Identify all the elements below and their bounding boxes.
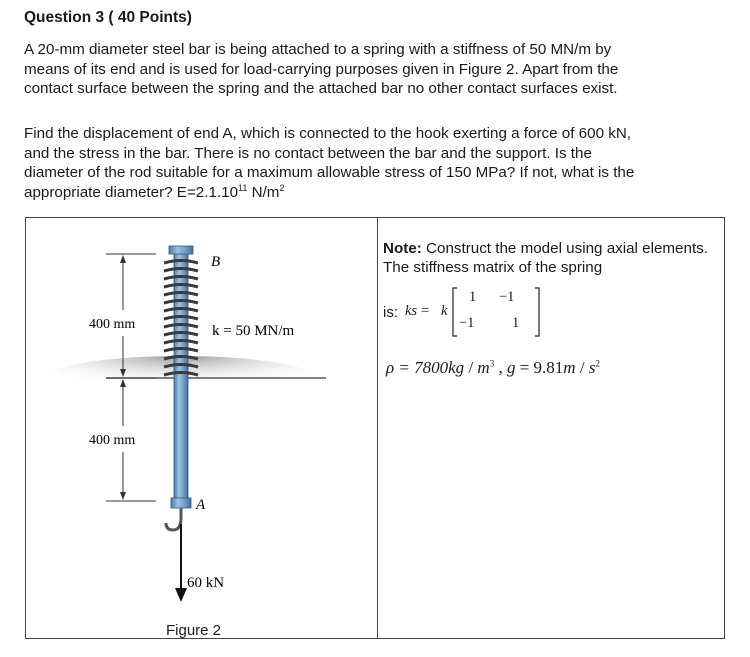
dim-label-upper: 400 mm: [89, 317, 136, 332]
rho-exp: 3: [489, 358, 495, 369]
matrix-m12: −1: [499, 289, 515, 305]
problem-paragraph-2: [24, 124, 729, 202]
spring-coil: [164, 261, 198, 376]
problem-paragraph-1: [24, 40, 729, 99]
matrix-prefix: is:: [383, 304, 398, 321]
g-unit-m: m: [563, 358, 576, 377]
g-sep: /: [575, 358, 589, 377]
modulus-text: appropriate diameter? E=2.1.10: [24, 183, 239, 201]
g-unit-s: s: [588, 358, 596, 377]
p1-line-2: means of its end and is used for load-carrying purposes given in Figure 2. Apart from the: [24, 60, 619, 78]
p2-line-3: diameter of the rod suitable for a maximum allowable stress of 150 MPa? If not, what is the: [24, 164, 635, 181]
material-constants: [386, 358, 600, 378]
rod-top-cap: [169, 246, 193, 254]
note-heading: Note:: [383, 240, 422, 257]
p2-line-4: [24, 183, 729, 203]
g-exp: 2: [595, 358, 600, 369]
rho-text: ρ = 7800: [386, 358, 449, 377]
rho-unit-kg: kg: [448, 358, 465, 377]
rho-sep: /: [464, 358, 478, 377]
matrix-equals: =: [421, 303, 430, 319]
force-label: 60 kN: [187, 575, 225, 591]
label-A: A: [196, 497, 206, 513]
dim-label-lower: 400 mm: [89, 433, 136, 448]
dim-arrow-bottom: [120, 492, 126, 500]
table-divider: [377, 218, 378, 638]
spring-stiffness-label: k = 50 MN/m: [212, 323, 295, 339]
figure-caption: Figure 2: [166, 622, 222, 639]
g-value: = 9.81: [515, 358, 564, 377]
modulus-unit: N/m: [247, 183, 280, 201]
matrix-m21: −1: [459, 315, 475, 331]
note-body: Construct the model using axial elements. The stiffness matrix of the spring: [383, 240, 708, 276]
p1-line-1: A 20-mm diameter steel bar is being attached to a spring with a stiffness of 50 MN/m by: [24, 41, 612, 58]
hook-icon: [166, 508, 181, 530]
p2-line-1: Find the displacement of end A, which is connected to the hook exerting a force of 600 kN,: [24, 125, 632, 142]
p1-line-3: contact surface between the spring and the attached bar no other contact surfaces exist.: [24, 80, 618, 97]
rho-comma: ,: [494, 358, 507, 377]
force-arrow-head: [175, 588, 187, 602]
stiffness-matrix-row: [383, 286, 723, 338]
matrix-lhs: ks: [405, 303, 418, 319]
matrix-k: k: [441, 303, 448, 319]
question-title: Question 3 ( 40 Points): [24, 9, 192, 26]
modulus-unit-exponent: 2: [279, 182, 285, 193]
modulus-exponent: 11: [238, 182, 248, 193]
steel-rod: [174, 248, 188, 506]
matrix-m22: 1: [512, 315, 520, 331]
figure-table: [25, 217, 725, 639]
rod-end-collar: [171, 498, 191, 508]
rho-unit-m: m: [477, 358, 490, 377]
matrix-m11: 1: [469, 289, 477, 305]
dim-arrow-top: [120, 255, 126, 263]
g-symbol: g: [506, 358, 516, 377]
p2-line-2: and the stress in the bar. There is no contact between the bar and the support. Is the: [24, 144, 592, 162]
note-text: [383, 240, 723, 277]
figure-2-diagram: [26, 218, 377, 638]
label-B: B: [211, 254, 221, 270]
